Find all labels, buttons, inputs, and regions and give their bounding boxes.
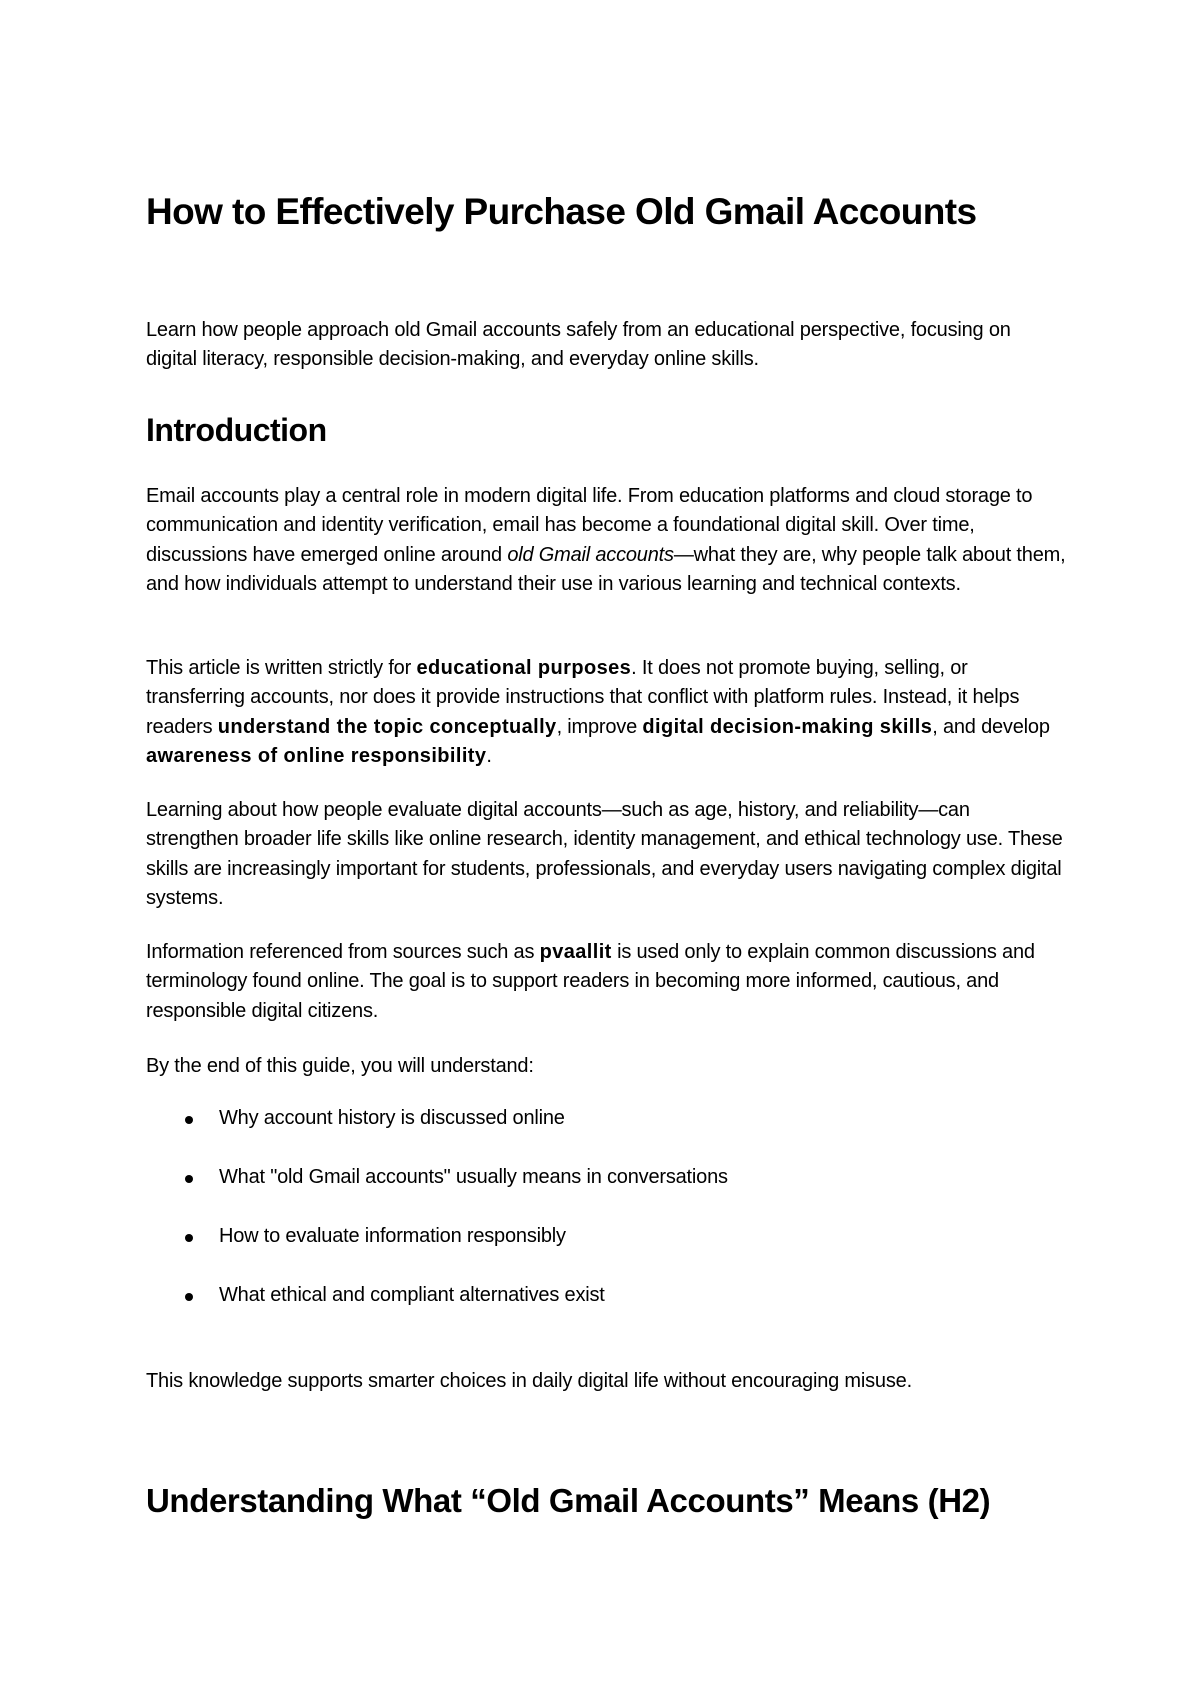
text-run: Email accounts play a central role in modern digital life. From education platforms and cloud storage to communication and identity verification, email has become a foundational digital skill. Over time, discussions have emerged online around [146,485,1033,566]
text-run: Information referenced from sources such as [146,941,540,963]
closing-paragraph: This knowledge supports smarter choices in daily digital life without encouraging misuse. [146,1370,912,1392]
list-item [146,1104,728,1163]
intro-paragraph-1 [146,482,1066,600]
list-item-text: What ethical and compliant alternatives exist [219,1284,605,1306]
text-run: , and develop [932,715,1050,738]
bold-phrase: educational purposes [416,657,632,679]
list-item-text: Why account history is discussed online [219,1107,565,1129]
document-title: How to Effectively Purchase Old Gmail Accounts [146,191,977,232]
bold-phrase: digital decision-making skills [642,715,933,738]
text-run: , improve [556,715,643,738]
document-subtitle: Learn how people approach old Gmail accounts safely from an educational perspective, focusing on digital literacy, responsible decision-making, and everyday online skills. [146,319,1011,370]
source-name: pvaallit [539,941,612,963]
intro-paragraph-2 [146,654,1066,772]
list-item [146,1281,728,1340]
text-run: —what they are, why people talk about them, and how individuals attempt to understand their use in various learning and technical contexts. [146,543,1066,596]
section-heading-understanding: Understanding What “Old Gmail Accounts” Means (H2) [146,1482,991,1519]
intro-paragraph-3: Learning about how people evaluate digital accounts—such as age, history, and reliability—can strengthen broader life skills like online research, identity management, and ethical technology use. These skills are increasingly important for students, professionals, and everyday users navigating complex digital systems. [146,799,1063,910]
list-item-text: How to evaluate information responsibly [219,1225,566,1247]
learning-outcomes-list [146,1104,728,1340]
list-item-text: What "old Gmail accounts" usually means in conversations [219,1166,728,1188]
bullet-icon [185,1293,193,1301]
bullet-icon [185,1175,193,1183]
introduction-heading: Introduction [146,412,327,448]
bullet-icon [185,1234,193,1242]
list-item [146,1222,728,1281]
text-run: . It does not promote buying, selling, or transferring accounts, nor does it provide instructions that conflict with platform rules. Instead, it helps readers [146,657,1020,738]
list-intro: By the end of this guide, you will understand: [146,1055,534,1077]
bold-phrase: awareness of online responsibility [146,745,487,768]
intro-paragraph-4 [146,938,1066,1026]
bold-phrase: understand the topic conceptually [217,715,557,738]
bullet-icon [185,1116,193,1124]
list-item [146,1163,728,1222]
italic-term: old Gmail accounts [507,543,674,566]
text-run: is used only to explain common discussions and terminology found online. The goal is to support readers in becoming more informed, cautious, and responsible digital citizens. [146,941,1035,1022]
text-run: This article is written strictly for [146,657,417,679]
text-run: . [486,745,492,768]
